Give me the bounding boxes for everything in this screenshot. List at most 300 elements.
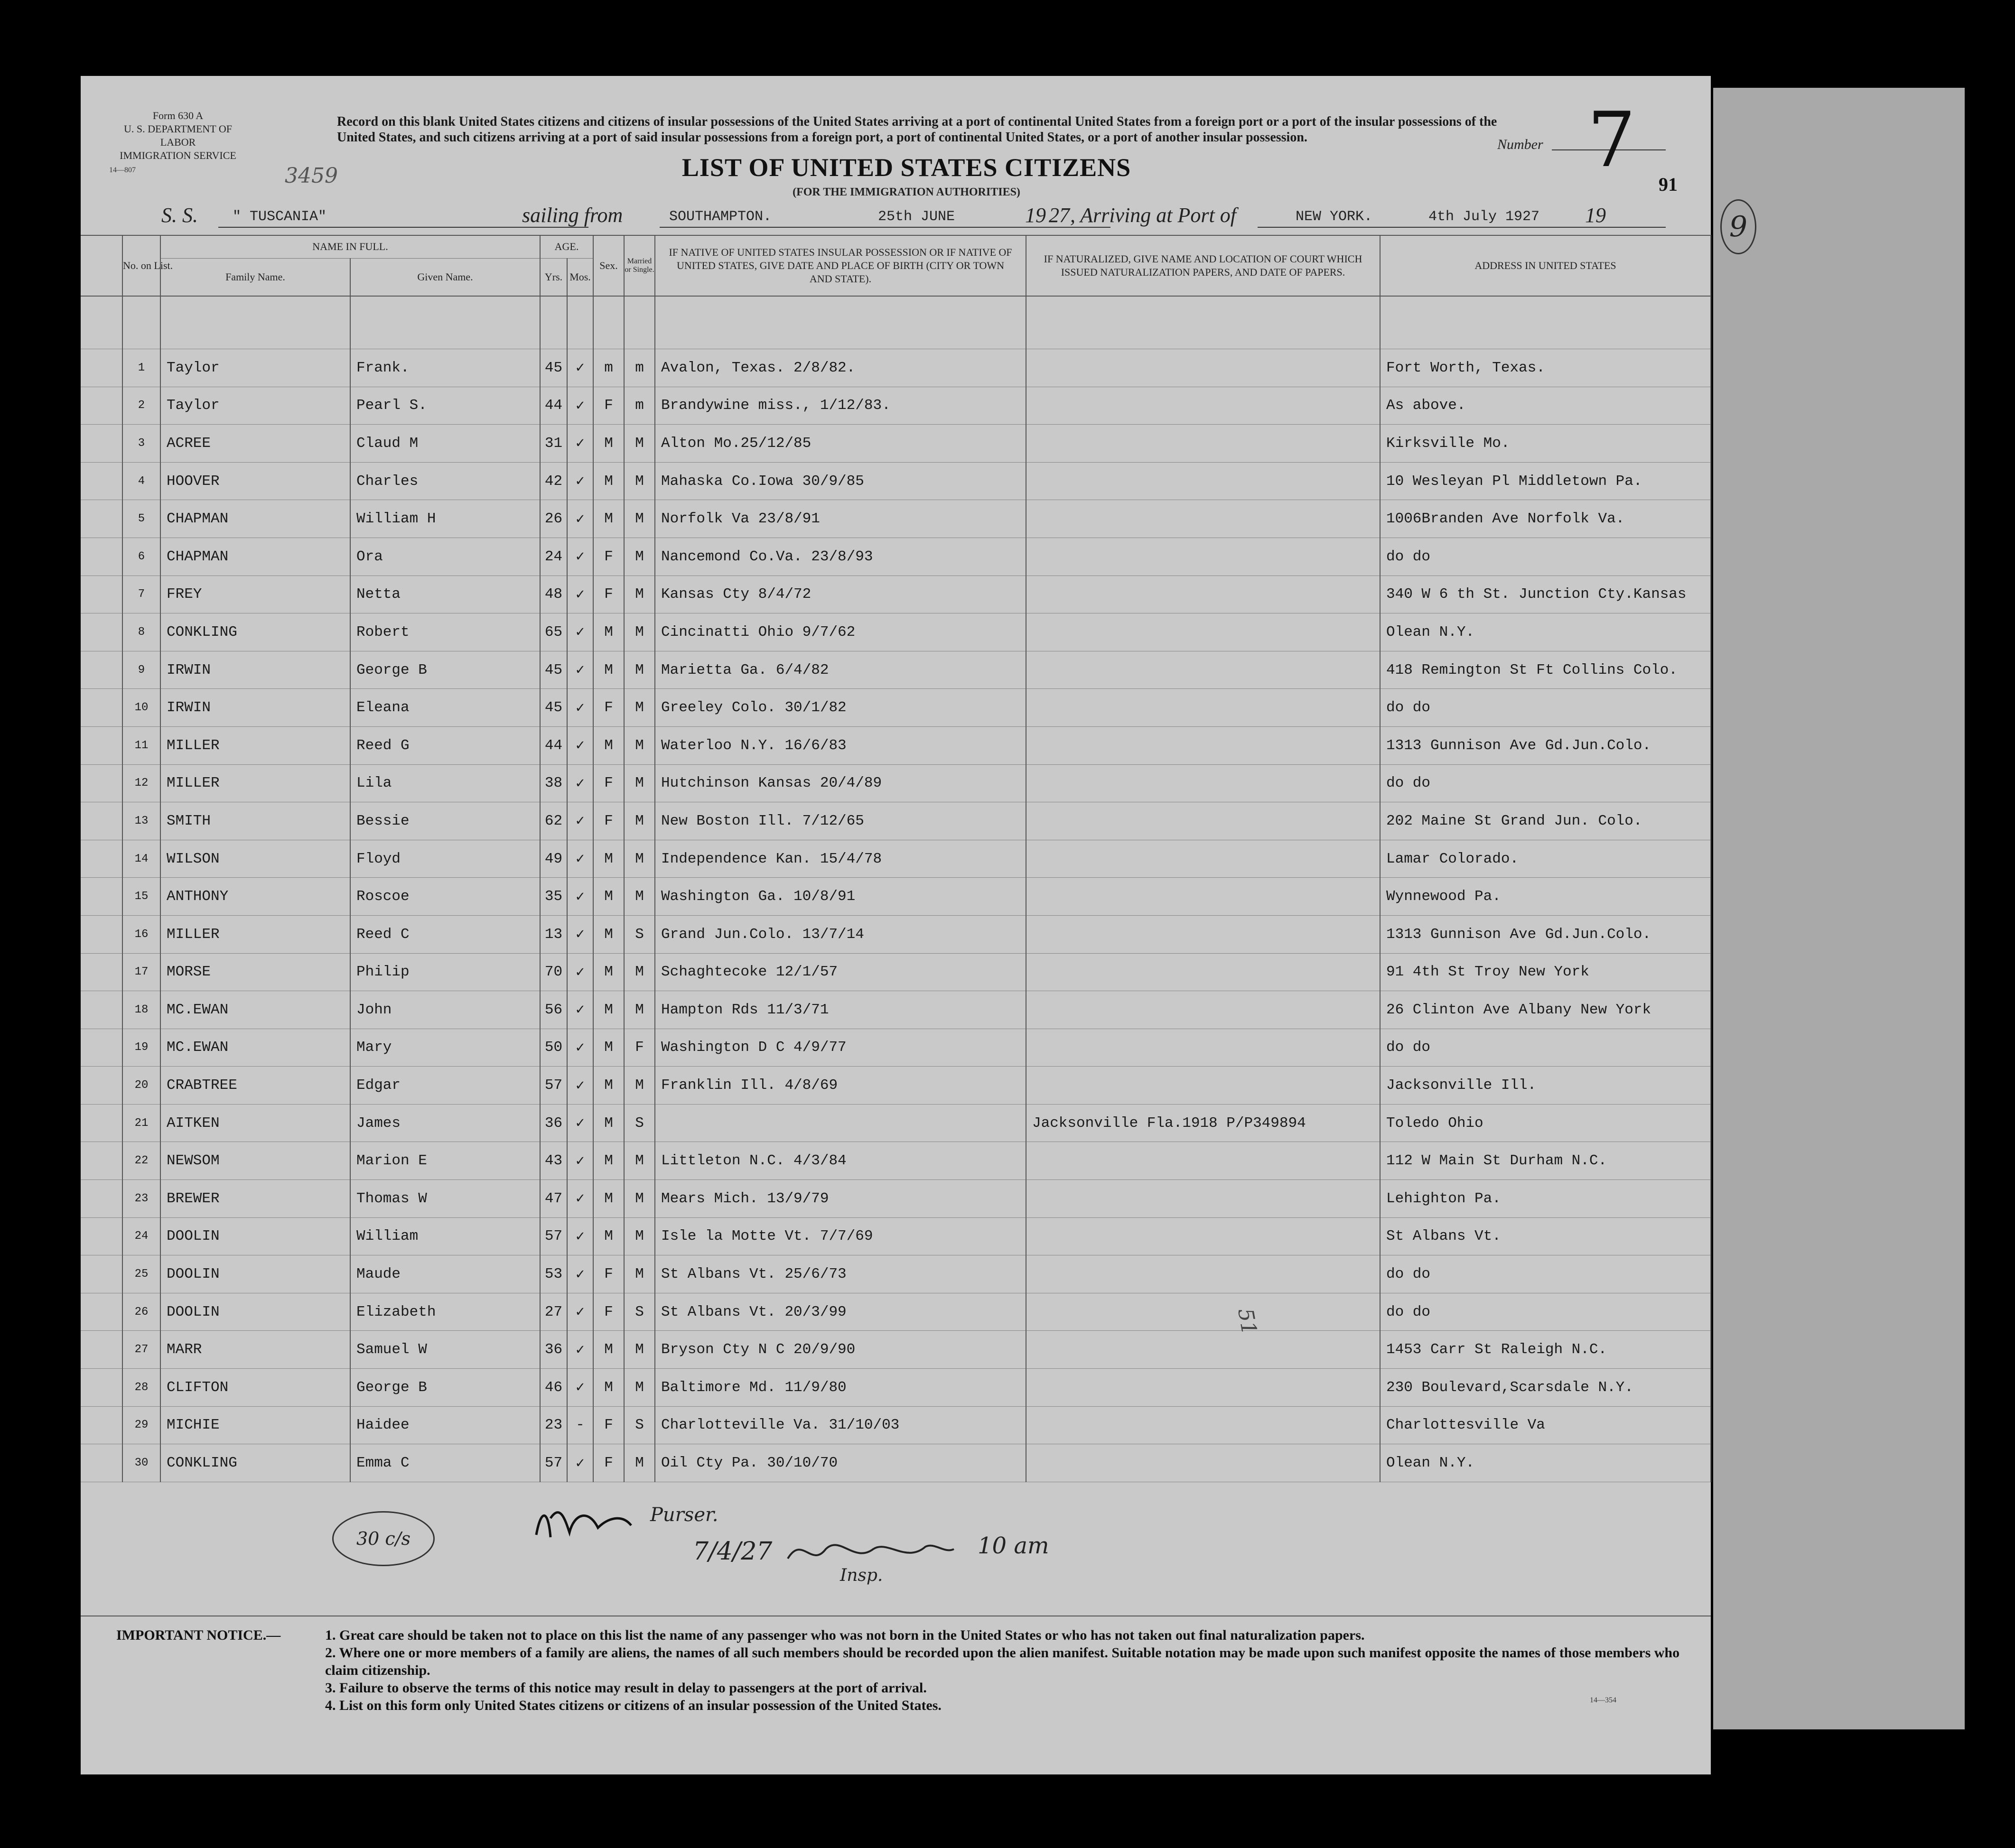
marital-status: F <box>624 1029 655 1067</box>
given-name: Bessie <box>350 802 540 840</box>
age-months: ✓ <box>567 726 593 764</box>
form-print-code: 14—807 <box>109 166 136 174</box>
sex: F <box>593 538 624 576</box>
header-mos: Mos. <box>567 258 593 296</box>
table-row <box>81 425 1711 463</box>
table-row <box>81 387 1711 425</box>
naturalization <box>1026 1180 1380 1218</box>
age-months: ✓ <box>567 425 593 463</box>
age-months: ✓ <box>567 1293 593 1331</box>
birth-place-date: Baltimore Md. 11/9/80 <box>655 1369 1026 1407</box>
family-name: CONKLING <box>160 1444 350 1482</box>
table-row <box>81 462 1711 500</box>
sailing-label: sailing from <box>522 204 623 227</box>
marital-status: M <box>624 840 655 878</box>
row-margin <box>81 1369 122 1407</box>
us-address: Wynnewood Pa. <box>1380 878 1711 916</box>
birth-place-date <box>655 1104 1026 1142</box>
row-margin <box>81 538 122 576</box>
age-months: ✓ <box>567 991 593 1029</box>
table-row <box>81 1444 1711 1482</box>
table-row <box>81 1142 1711 1180</box>
us-address: As above. <box>1380 387 1711 425</box>
row-number: 7 <box>122 576 160 613</box>
age-years: 31 <box>540 425 567 463</box>
marital-status: S <box>624 1406 655 1444</box>
family-name: BREWER <box>160 1180 350 1218</box>
row-number: 2 <box>122 387 160 425</box>
naturalization <box>1026 500 1380 538</box>
us-address: St Albans Vt. <box>1380 1217 1711 1255</box>
row-number: 27 <box>122 1331 160 1369</box>
naturalization <box>1026 1369 1380 1407</box>
age-months: ✓ <box>567 387 593 425</box>
sex: F <box>593 387 624 425</box>
row-margin <box>81 1029 122 1067</box>
row-margin <box>81 953 122 991</box>
row-number: 25 <box>122 1255 160 1293</box>
notice-item-1: 1. Great care should be taken not to place on this list the name of any passenger who was not born in the United States or who has not taken out final naturalization papers. <box>325 1627 1365 1643</box>
row-margin <box>81 1406 122 1444</box>
us-address: 1313 Gunnison Ave Gd.Jun.Colo. <box>1380 726 1711 764</box>
year-1: 27 <box>1049 204 1070 227</box>
row-margin <box>81 689 122 727</box>
header-sex: Sex. <box>593 235 624 296</box>
marital-status: M <box>624 991 655 1029</box>
margin-mark: 9 <box>1720 199 1756 254</box>
sex: M <box>593 991 624 1029</box>
table-row <box>81 651 1711 689</box>
inspector-time: 10 am <box>978 1532 1049 1559</box>
family-name: DOOLIN <box>160 1217 350 1255</box>
list-number: 7 <box>1587 95 1636 184</box>
from-port: SOUTHAMPTON. <box>669 209 772 225</box>
row-number: 28 <box>122 1369 160 1407</box>
us-address: Olean N.Y. <box>1380 1444 1711 1482</box>
sex: M <box>593 915 624 953</box>
naturalization <box>1026 1029 1380 1067</box>
row-margin <box>81 425 122 463</box>
marital-status: M <box>624 1255 655 1293</box>
row-number: 23 <box>122 1180 160 1218</box>
naturalization <box>1026 1255 1380 1293</box>
family-name: MC.EWAN <box>160 991 350 1029</box>
naturalization <box>1026 387 1380 425</box>
header-age: AGE. <box>540 235 593 258</box>
birth-place-date: St Albans Vt. 25/6/73 <box>655 1255 1026 1293</box>
given-name: Elizabeth <box>350 1293 540 1331</box>
table-row <box>81 500 1711 538</box>
family-name: ANTHONY <box>160 878 350 916</box>
age-months: ✓ <box>567 840 593 878</box>
birth-place-date: Franklin Ill. 4/8/69 <box>655 1067 1026 1105</box>
given-name: George B <box>350 1369 540 1407</box>
family-name: IRWIN <box>160 651 350 689</box>
marital-status: M <box>624 651 655 689</box>
table-row <box>81 1331 1711 1369</box>
age-years: 53 <box>540 1255 567 1293</box>
number-label: Number <box>1497 137 1543 152</box>
age-months: ✓ <box>567 1255 593 1293</box>
age-years: 50 <box>540 1029 567 1067</box>
marital-status: M <box>624 538 655 576</box>
given-name: Samuel W <box>350 1331 540 1369</box>
family-name: MORSE <box>160 953 350 991</box>
naturalization: Jacksonville Fla.1918 P/P349894 <box>1026 1104 1380 1142</box>
birth-place-date: Isle la Motte Vt. 7/7/69 <box>655 1217 1026 1255</box>
naturalization <box>1026 1067 1380 1105</box>
family-name: MARR <box>160 1331 350 1369</box>
given-name: William H <box>350 500 540 538</box>
sex: M <box>593 1067 624 1105</box>
age-months: ✓ <box>567 1104 593 1142</box>
given-name: Philip <box>350 953 540 991</box>
form-subtitle: (FOR THE IMMIGRATION AUTHORITIES) <box>793 186 1020 198</box>
us-address: Lamar Colorado. <box>1380 840 1711 878</box>
table-row <box>81 840 1711 878</box>
table-row <box>81 764 1711 802</box>
birth-place-date: Marietta Ga. 6/4/82 <box>655 651 1026 689</box>
table-row <box>81 1029 1711 1067</box>
us-address: 340 W 6 th St. Junction Cty.Kansas <box>1380 576 1711 613</box>
marital-status: M <box>624 726 655 764</box>
age-months: ✓ <box>567 651 593 689</box>
naturalization <box>1026 1444 1380 1482</box>
year-prefix-2: 19 <box>1585 204 1606 227</box>
birth-place-date: Hutchinson Kansas 20/4/89 <box>655 764 1026 802</box>
header-yrs: Yrs. <box>540 258 567 296</box>
row-margin <box>81 1180 122 1218</box>
age-months: ✓ <box>567 764 593 802</box>
marital-status: M <box>624 1444 655 1482</box>
given-name: Netta <box>350 576 540 613</box>
naturalization <box>1026 764 1380 802</box>
form-instructions: Record on this blank United States citizens and citizens of insular possessions of the United States arriving at a port of continental United States from a foreign port or a port of the insular possessions of the United States, and such citizens arriving at a port of said insular possessions from a foreign port, a port of continental United States, or a port of another insular possession. <box>337 114 1497 145</box>
naturalization <box>1026 726 1380 764</box>
us-address: 91 4th St Troy New York <box>1380 953 1711 991</box>
age-months: ✓ <box>567 349 593 387</box>
row-number: 4 <box>122 462 160 500</box>
age-months: ✓ <box>567 1444 593 1482</box>
row-margin <box>81 349 122 387</box>
table-row <box>81 1217 1711 1255</box>
age-years: 48 <box>540 576 567 613</box>
age-years: 57 <box>540 1444 567 1482</box>
row-number: 9 <box>122 651 160 689</box>
row-number: 5 <box>122 500 160 538</box>
header-birth: IF NATIVE OF UNITED STATES INSULAR POSSESSION OR IF NATIVE OF UNITED STATES, GIVE DATE AND PLACE OF BIRTH (CITY OR TOWN AND STATE). <box>655 235 1026 296</box>
age-months: ✓ <box>567 576 593 613</box>
table-row <box>81 1255 1711 1293</box>
age-months: ✓ <box>567 689 593 727</box>
row-number: 21 <box>122 1104 160 1142</box>
row-number: 15 <box>122 878 160 916</box>
table-row <box>81 1180 1711 1218</box>
given-name: William <box>350 1217 540 1255</box>
age-years: 45 <box>540 689 567 727</box>
birth-place-date: Brandywine miss., 1/12/83. <box>655 387 1026 425</box>
marital-status: M <box>624 878 655 916</box>
family-name: IRWIN <box>160 689 350 727</box>
notice-item-4: 4. List on this form only United States citizens or citizens of an insular possession of the United States. <box>325 1698 942 1713</box>
given-name: Lila <box>350 764 540 802</box>
sex: F <box>593 689 624 727</box>
notice-items <box>325 1626 1682 1714</box>
row-margin <box>81 1255 122 1293</box>
marital-status: M <box>624 462 655 500</box>
us-address: 1006Branden Ave Norfolk Va. <box>1380 500 1711 538</box>
age-months: ✓ <box>567 1331 593 1369</box>
age-years: 47 <box>540 1180 567 1218</box>
row-margin <box>81 462 122 500</box>
row-margin <box>81 1067 122 1105</box>
sex: M <box>593 1142 624 1180</box>
notice-label: IMPORTANT NOTICE.— <box>116 1627 281 1643</box>
birth-place-date: Bryson Cty N C 20/9/90 <box>655 1331 1026 1369</box>
arrival-date: 4th July 1927 <box>1428 209 1540 225</box>
marital-status: M <box>624 1331 655 1369</box>
table-row <box>81 915 1711 953</box>
purser-title: Purser. <box>650 1504 718 1526</box>
us-address: do do <box>1380 1029 1711 1067</box>
birth-place-date: Mears Mich. 13/9/79 <box>655 1180 1026 1218</box>
sex: M <box>593 726 624 764</box>
manifest-table <box>81 235 1711 1482</box>
row-margin <box>81 387 122 425</box>
sex: F <box>593 1406 624 1444</box>
age-years: 42 <box>540 462 567 500</box>
manifest-sheet <box>81 76 1711 1774</box>
row-margin <box>81 1142 122 1180</box>
row-margin <box>81 726 122 764</box>
birth-place-date: Waterloo N.Y. 16/6/83 <box>655 726 1026 764</box>
naturalization <box>1026 991 1380 1029</box>
family-name: CRABTREE <box>160 1067 350 1105</box>
birth-place-date: Mahaska Co.Iowa 30/9/85 <box>655 462 1026 500</box>
age-months: ✓ <box>567 1369 593 1407</box>
age-months: ✓ <box>567 1142 593 1180</box>
family-name: SMITH <box>160 802 350 840</box>
form-number: Form 630 A <box>152 110 204 121</box>
row-number: 29 <box>122 1406 160 1444</box>
arrival-port: NEW YORK. <box>1296 209 1373 225</box>
row-margin <box>81 613 122 651</box>
sex: M <box>593 1331 624 1369</box>
us-address: Olean N.Y. <box>1380 613 1711 651</box>
row-margin <box>81 840 122 878</box>
marital-status: M <box>624 1067 655 1105</box>
header-given-name: Given Name. <box>350 258 540 296</box>
header-blank-2 <box>81 258 122 296</box>
birth-place-date: Cincinatti Ohio 9/7/62 <box>655 613 1026 651</box>
birth-place-date: St Albans Vt. 20/3/99 <box>655 1293 1026 1331</box>
header-blank <box>81 235 122 258</box>
marital-status: M <box>624 576 655 613</box>
family-name: MICHIE <box>160 1406 350 1444</box>
sex: F <box>593 802 624 840</box>
family-name: DOOLIN <box>160 1293 350 1331</box>
family-name: CHAPMAN <box>160 538 350 576</box>
row-margin <box>81 1217 122 1255</box>
given-name: Charles <box>350 462 540 500</box>
voyage-line <box>81 203 1711 232</box>
given-name: Pearl S. <box>350 387 540 425</box>
age-years: 57 <box>540 1217 567 1255</box>
table-row <box>81 991 1711 1029</box>
given-name: John <box>350 991 540 1029</box>
row-margin <box>81 915 122 953</box>
family-name: Taylor <box>160 387 350 425</box>
manifest-body <box>81 296 1711 1482</box>
header-family-name: Family Name. <box>160 258 350 296</box>
family-name: CHAPMAN <box>160 500 350 538</box>
sex: M <box>593 878 624 916</box>
row-margin <box>81 500 122 538</box>
table-row <box>81 538 1711 576</box>
age-months: ✓ <box>567 915 593 953</box>
family-name: DOOLIN <box>160 1255 350 1293</box>
age-years: 57 <box>540 1067 567 1105</box>
given-name: Thomas W <box>350 1180 540 1218</box>
naturalization <box>1026 425 1380 463</box>
form-title: LIST OF UNITED STATES CITIZENS <box>681 153 1131 182</box>
age-months: ✓ <box>567 500 593 538</box>
age-months: ✓ <box>567 462 593 500</box>
sex: M <box>593 462 624 500</box>
given-name: Mary <box>350 1029 540 1067</box>
marital-status: S <box>624 915 655 953</box>
stamp-number: 3459 <box>285 164 338 188</box>
us-address: do do <box>1380 764 1711 802</box>
marital-status: M <box>624 1217 655 1255</box>
marital-status: M <box>624 764 655 802</box>
row-number: 8 <box>122 613 160 651</box>
stray-mark: 51 <box>1233 1306 1261 1337</box>
marital-status: M <box>624 953 655 991</box>
age-years: 24 <box>540 538 567 576</box>
row-margin <box>81 651 122 689</box>
birth-place-date: Oil Cty Pa. 30/10/70 <box>655 1444 1026 1482</box>
sex: M <box>593 1217 624 1255</box>
given-name: Marion E <box>350 1142 540 1180</box>
circled-total: 30 c/s <box>332 1511 435 1566</box>
table-row <box>81 689 1711 727</box>
sex: M <box>593 613 624 651</box>
naturalization <box>1026 538 1380 576</box>
age-months: ✓ <box>567 1029 593 1067</box>
sex: m <box>593 349 624 387</box>
age-years: 36 <box>540 1104 567 1142</box>
naturalization <box>1026 1142 1380 1180</box>
sex: M <box>593 1104 624 1142</box>
naturalization <box>1026 840 1380 878</box>
row-number: 22 <box>122 1142 160 1180</box>
header-address: ADDRESS IN UNITED STATES <box>1380 235 1711 296</box>
age-years: 44 <box>540 387 567 425</box>
naturalization <box>1026 802 1380 840</box>
age-years: 44 <box>540 726 567 764</box>
marital-status: m <box>624 387 655 425</box>
age-years: 62 <box>540 802 567 840</box>
sex: F <box>593 764 624 802</box>
birth-place-date: Independence Kan. 15/4/78 <box>655 840 1026 878</box>
sex: F <box>593 1255 624 1293</box>
us-address: Lehighton Pa. <box>1380 1180 1711 1218</box>
family-name: CLIFTON <box>160 1369 350 1407</box>
header-married-single: Married or Single. <box>624 235 655 296</box>
age-months: ✓ <box>567 1217 593 1255</box>
table-row <box>81 1104 1711 1142</box>
department-name: U. S. DEPARTMENT OF LABOR <box>124 123 232 148</box>
given-name: Robert <box>350 613 540 651</box>
us-address: Kirksville Mo. <box>1380 425 1711 463</box>
us-address: Toledo Ohio <box>1380 1104 1711 1142</box>
naturalization <box>1026 953 1380 991</box>
notice-item-3: 3. Failure to observe the terms of this notice may result in delay to passengers at the port of arrival. <box>325 1680 927 1696</box>
age-months: ✓ <box>567 538 593 576</box>
birth-place-date: Washington D C 4/9/77 <box>655 1029 1026 1067</box>
given-name: George B <box>350 651 540 689</box>
birth-place-date: Avalon, Texas. 2/8/82. <box>655 349 1026 387</box>
given-name: Reed G <box>350 726 540 764</box>
row-number: 13 <box>122 802 160 840</box>
row-number: 11 <box>122 726 160 764</box>
table-row <box>81 726 1711 764</box>
marital-status: M <box>624 689 655 727</box>
family-name: ACREE <box>160 425 350 463</box>
sex: F <box>593 576 624 613</box>
ship-name: " TUSCANIA" <box>233 209 327 225</box>
row-number: 12 <box>122 764 160 802</box>
family-name: MILLER <box>160 764 350 802</box>
family-name: HOOVER <box>160 462 350 500</box>
birth-place-date: Charlotteville Va. 31/10/03 <box>655 1406 1026 1444</box>
marital-status: M <box>624 1142 655 1180</box>
service-name: IMMIGRATION SERVICE <box>120 149 236 161</box>
age-years: 56 <box>540 991 567 1029</box>
naturalization <box>1026 1331 1380 1369</box>
age-months: ✓ <box>567 953 593 991</box>
row-number: 26 <box>122 1293 160 1331</box>
row-margin <box>81 764 122 802</box>
birth-place-date: Littleton N.C. 4/3/84 <box>655 1142 1026 1180</box>
row-number: 16 <box>122 915 160 953</box>
marital-status: M <box>624 1369 655 1407</box>
given-name: Reed C <box>350 915 540 953</box>
age-years: 38 <box>540 764 567 802</box>
age-months: ✓ <box>567 878 593 916</box>
given-name: Roscoe <box>350 878 540 916</box>
birth-place-date: Norfolk Va 23/8/91 <box>655 500 1026 538</box>
family-name: FREY <box>160 576 350 613</box>
notice-print-code: 14—354 <box>1590 1696 1616 1704</box>
marital-status: M <box>624 613 655 651</box>
table-row <box>81 1406 1711 1444</box>
naturalization <box>1026 689 1380 727</box>
row-margin <box>81 1104 122 1142</box>
table-row <box>81 1369 1711 1407</box>
row-number: 30 <box>122 1444 160 1482</box>
marital-status: M <box>624 802 655 840</box>
us-address: do do <box>1380 1255 1711 1293</box>
naturalization <box>1026 1293 1380 1331</box>
marital-status: S <box>624 1293 655 1331</box>
row-number: 3 <box>122 425 160 463</box>
sex: M <box>593 1180 624 1218</box>
marital-status: S <box>624 1104 655 1142</box>
given-name: Frank. <box>350 349 540 387</box>
naturalization <box>1026 613 1380 651</box>
